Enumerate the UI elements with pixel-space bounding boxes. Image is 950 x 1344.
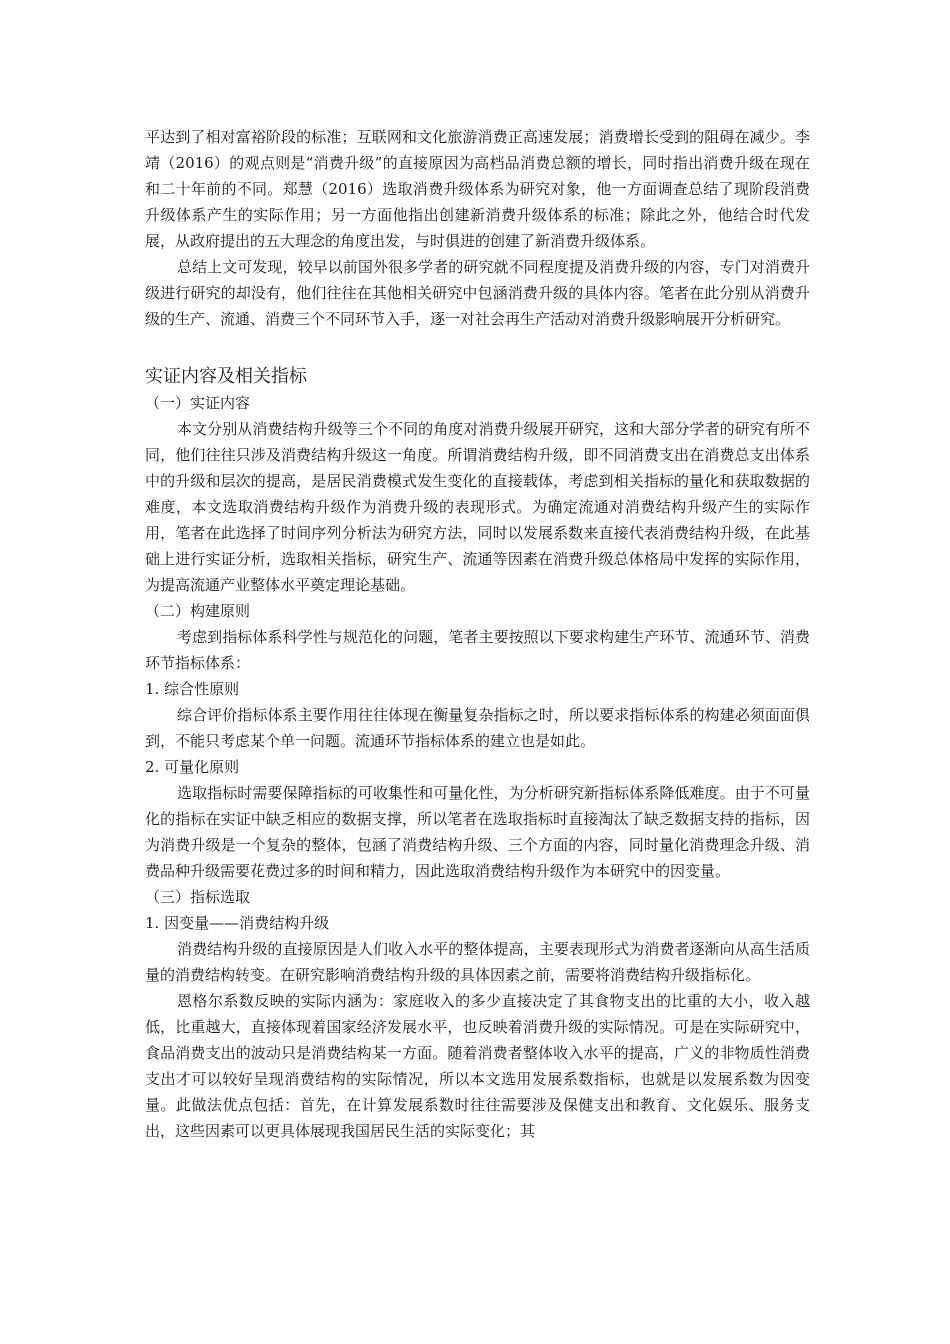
item-heading-quantifiable: 2. 可量化原则: [145, 758, 240, 776]
paragraph-principles-intro: 考虑到指标体系科学性与规范化的问题，笔者主要按照以下要求构建生产环节、流通环节、消费环节指标体系：: [145, 628, 810, 672]
subsection-title-content: （一）实证内容: [145, 394, 251, 412]
paragraph-comprehensive: 综合评价指标体系主要作用往往体现在衡量复杂指标之时，所以要求指标体系的构建必须面面俱到，不能只考虑某个单一问题。流通环节指标体系的建立也是如此。: [145, 706, 810, 750]
paragraph-quantifiable: 选取指标时需要保障指标的可收集性和可量化性，为分析研究新指标体系降低难度。由于不可量化的指标在实证中缺乏相应的数据支撑，所以笔者在选取指标时直接淘汰了缺乏数据支持的指标，因为消费升级是一个复杂的整体，包涵了消费结构升级、三个方面的内容，同时量化消费理念升级、消费品种升级需要花费过多的时间和精力，因此选取消费结构升级作为本研究中的因变量。: [145, 784, 810, 880]
paragraph-intro-continued: 平达到了相对富裕阶段的标准；互联网和文化旅游消费正高速发展；消费增长受到的阻碍在减少。李靖（2016）的观点则是“消费升级”的直接原因为高档品消费总额的增长，同时指出消费升级在现在和二十年前的不同。郑慧（2016）选取消费升级体系为研究对象，他一方面调查总结了现阶段消费升级体系产生的实际作用；另一方面他指出创建新消费升级体系的标准；除此之外，他结合时代发展，从政府提出的五大理念的角度出发，与时俱进的创建了新消费升级体系。: [145, 128, 810, 250]
paragraph-content: 本文分别从消费结构升级等三个不同的角度对消费升级展开研究，这和大部分学者的研究有所不同，他们往往只涉及消费结构升级这一角度。所谓消费结构升级，即不同消费支出在消费总支出体系中的升级和层次的提高，是居民消费模式发生变化的直接载体，考虑到相关指标的量化和获取数据的难度，本文选取消费结构升级作为消费升级的表现形式。为确定流通对消费结构升级产生的实际作用，笔者在此选择了时间序列分析法为研究方法，同时以发展系数来直接代表消费结构升级，在此基础上进行实证分析，选取相关指标，研究生产、流通等因素在消费升级总体格局中发挥的实际作用，为提高流通产业整体水平奠定理论基础。: [145, 420, 810, 594]
subsection-title-indicators: （三）指标选取: [145, 888, 251, 906]
document-page: [145, 124, 810, 1144]
subsection-title-principles: （二）构建原则: [145, 602, 251, 620]
paragraph-dependent-variable: 消费结构升级的直接原因是人们收入水平的整体提高，主要表现形式为消费者逐渐向从高生活质量的消费结构转变。在研究影响消费结构升级的具体因素之前，需要将消费结构升级指标化。: [145, 940, 810, 984]
section-heading: 实证内容及相关指标: [145, 366, 307, 387]
spacer: [145, 332, 810, 354]
paragraph-summary: 总结上文可发现，较早以前国外很多学者的研究就不同程度提及消费升级的内容，专门对消费升级进行研究的却没有，他们往往在其他相关研究中包涵消费升级的具体内容。笔者在此分别从消费升级的生产、流通、消费三个不同环节入手，逐一对社会再生产活动对消费升级影响展开分析研究。: [145, 258, 810, 328]
item-heading-dependent-variable: 1. 因变量——消费结构升级: [145, 914, 330, 932]
item-heading-comprehensive: 1. 综合性原则: [145, 680, 240, 698]
paragraph-engel-coefficient: 恩格尔系数反映的实际内涵为：家庭收入的多少直接决定了其食物支出的比重的大小，收入越低，比重越大，直接体现着国家经济发展水平，也反映着消费升级的实际情况。可是在实际研究中，食品消费支出的波动只是消费结构某一方面。随着消费者整体收入水平的提高，广义的非物质性消费支出才可以较好呈现消费结构的实际情况，所以本文选用发展系数指标，也就是以发展系数为因变量。此做法优点包括：首先，在计算发展系数时往往需要涉及保健支出和教育、文化娱乐、服务支出，这些因素可以更具体展现我国居民生活的实际变化；其: [145, 992, 810, 1140]
